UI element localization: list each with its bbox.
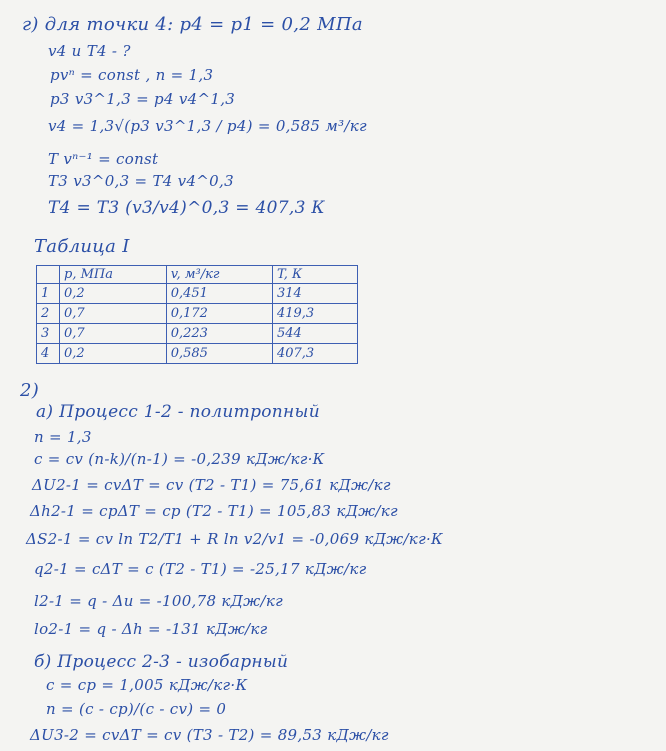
- table-row: [37, 344, 358, 364]
- enthalpy-line: Δh2-1 = cpΔT = cp (T2 - T1) = 105,83 кДж/кг: [30, 502, 398, 520]
- table-cell: 0,2: [60, 344, 167, 364]
- tv-const-line: T vⁿ⁻¹ = const: [48, 150, 159, 168]
- section-2-label: 2): [20, 380, 40, 401]
- heat-line: q2-1 = cΔT = c (T2 - T1) = -25,17 кДж/кг: [34, 560, 367, 578]
- entropy-line: ΔS2-1 = cv ln T2/T1 + R ln v2/v1 = -0,069 кДж/кг·К: [26, 530, 443, 548]
- table-cell: 419,3: [272, 304, 357, 324]
- table-cell: 314: [272, 284, 357, 304]
- n-value-line: n = 1,3: [34, 428, 92, 446]
- table-cell: 0,223: [166, 324, 272, 344]
- isobar-n-line: n = (c - cp)/(c - cv) = 0: [46, 700, 227, 718]
- t4-result-line: T4 = T3 (v3/v4)^0,3 = 407,3 К: [48, 198, 325, 218]
- table-cell: 4: [37, 344, 60, 364]
- pv-equality-line: p3 v3^1,3 = p4 v4^1,3: [50, 90, 236, 108]
- table-header-cell: v, м³/кг: [166, 266, 272, 284]
- table-row: [37, 284, 358, 304]
- table-cell: 1: [37, 284, 60, 304]
- table-cell: 0,451: [166, 284, 272, 304]
- parameters-table: [36, 265, 358, 364]
- isobar-internal-energy-line: ΔU3-2 = cvΔT = cv (T3 - T2) = 89,53 кДж/кг: [30, 726, 389, 744]
- table-cell: 0,585: [166, 344, 272, 364]
- table-header-cell: T, К: [272, 266, 357, 284]
- table-cell: 3: [37, 324, 60, 344]
- internal-energy-line: ΔU2-1 = cvΔT = cv (T2 - T1) = 75,61 кДж/кг: [32, 476, 391, 494]
- table-cell: 0,7: [60, 324, 167, 344]
- table-cell: 0,7: [60, 304, 167, 324]
- v4-result-line: v4 = 1,3√(p3 v3^1,3 / p4) = 0,585 м³/кг: [48, 117, 367, 135]
- technical-work-line: lo2-1 = q - Δh = -131 кДж/кг: [34, 620, 268, 638]
- polytrope-const-line: pvⁿ = const , n = 1,3: [50, 66, 214, 84]
- table-cell: 2: [37, 304, 60, 324]
- table-cell: 544: [272, 324, 357, 344]
- table-cell: 0,2: [60, 284, 167, 304]
- work-line: l2-1 = q - Δu = -100,78 кДж/кг: [34, 592, 283, 610]
- table-row: [37, 304, 358, 324]
- point4-heading: г) для точки 4: p4 = p1 = 0,2 МПа: [22, 14, 363, 35]
- table-cell: 0,172: [166, 304, 272, 324]
- tv-equality-line: T3 v3^0,3 = T4 v4^0,3: [48, 172, 234, 190]
- unknowns-line: v4 и T4 - ?: [48, 42, 131, 60]
- table-header-row: [37, 266, 358, 284]
- isobar-heat-capacity-line: c = cp = 1,005 кДж/кг·К: [46, 676, 248, 694]
- table-header-cell: p, МПа: [60, 266, 167, 284]
- process-b-title: б) Процесс 2-3 - изобарный: [34, 652, 289, 672]
- table-header-cell: [37, 266, 60, 284]
- table-title: Таблица I: [34, 236, 130, 257]
- table-row: [37, 324, 358, 344]
- table-cell: 407,3: [272, 344, 357, 364]
- heat-capacity-line: c = cv (n-k)/(n-1) = -0,239 кДж/кг·К: [34, 450, 325, 468]
- process-a-title: а) Процесс 1-2 - политропный: [36, 402, 320, 422]
